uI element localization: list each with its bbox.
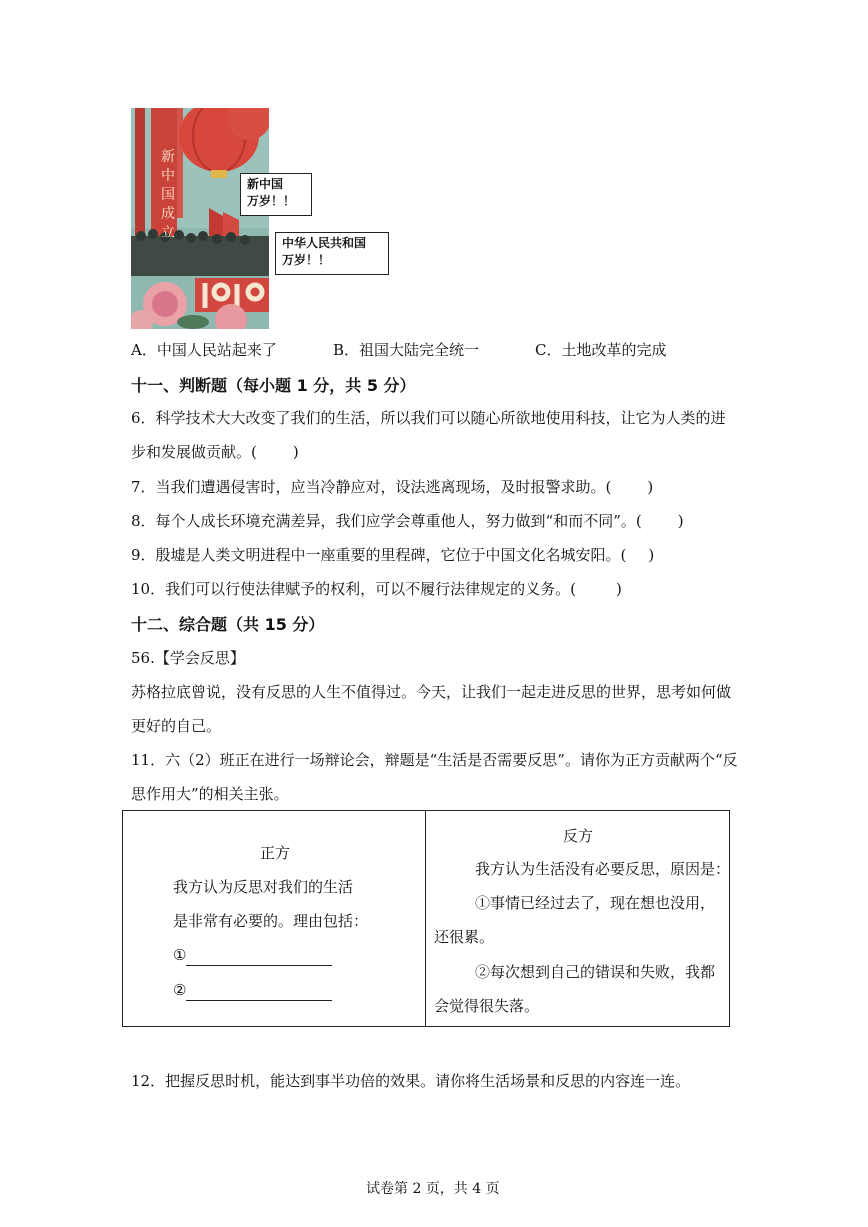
question-11-line1: 11．六（2）班正在进行一场辩论会，辩题是“生活是否需要反思”。请你为正方贡献两个“反 <box>131 751 738 769</box>
question-10 <box>131 578 622 600</box>
speech-bubble-new-china <box>240 173 312 216</box>
question-10-text: 10．我们可以行使法律赋予的权利，可以不履行法律规定的义务。( <box>131 580 576 598</box>
intro-line2: 更好的自己。 <box>131 717 222 735</box>
pro-side-title: 正方 <box>260 844 291 862</box>
option-c: C．土地改革的完成 <box>535 341 667 359</box>
question-6-line2 <box>131 441 299 463</box>
question-7 <box>131 476 653 498</box>
pro-reason-1-marker: ① <box>173 946 187 964</box>
paren-close-10: ) <box>615 580 622 598</box>
bubble2-line2: 万岁！！ <box>282 253 331 267</box>
pro-reason-2-marker: ② <box>173 981 187 999</box>
section-12-title: 十二、综合题（共 15 分） <box>131 615 325 634</box>
option-b: B．祖国大陆完全统一 <box>333 341 480 359</box>
pro-reason-2-blank[interactable] <box>186 986 332 1001</box>
option-a: A．中国人民站起来了 <box>131 341 277 359</box>
question-7-text: 7．当我们遭遇侵害时，应当冷静应对，设法逃离现场，及时报警求助。( <box>131 478 612 496</box>
con-side-title: 反方 <box>563 827 594 845</box>
question-6-line1: 6．科学技术大大改变了我们的生活，所以我们可以随心所欲地使用科技，让它为人类的进 <box>131 409 726 427</box>
paren-close-8: ) <box>677 512 684 530</box>
new-china-poster-illustration <box>131 108 269 329</box>
question-11-line2: 思作用大”的相关主张。 <box>131 785 289 803</box>
pro-reason-2 <box>173 979 332 1001</box>
con-line2: ①事情已经过去了，现在想也没用， <box>475 894 716 912</box>
paren-close-9: ) <box>648 546 655 564</box>
con-line5: 会觉得很失落。 <box>434 997 540 1015</box>
question-8-text: 8．每个人成长环境充满差异，我们应学会尊重他人，努力做到“和而不同”。( <box>131 512 642 530</box>
con-line4: ②每次想到自己的错误和失败，我都 <box>475 963 716 981</box>
pro-line2: 是非常有必要的。理由包括： <box>173 912 369 930</box>
pro-line1: 我方认为反思对我们的生活 <box>173 878 354 896</box>
pro-reason-1 <box>173 944 332 966</box>
section-11-title: 十一、判断题（每小题 1 分，共 5 分） <box>131 376 416 395</box>
question-6-line2-text: 步和发展做贡献。( <box>131 443 257 461</box>
page-footer: 试卷第 2 页，共 4 页 <box>366 1181 500 1197</box>
poster-artwork <box>131 108 269 329</box>
question-8 <box>131 510 684 532</box>
pro-reason-1-blank[interactable] <box>186 951 332 966</box>
question-9 <box>131 544 654 566</box>
table-divider <box>425 810 426 1027</box>
question-12: 12．把握反思时机，能达到事半功倍的效果。请你将生活场景和反思的内容连一连。 <box>131 1072 691 1090</box>
intro-line1: 苏格拉底曾说，没有反思的人生不值得过。今天，让我们一起走进反思的世界，思考如何做 <box>131 683 732 701</box>
question-9-text: 9．殷墟是人类文明进程中一座重要的里程碑，它位于中国文化名城安阳。( <box>131 546 627 564</box>
bubble2-line1: 中华人民共和国 <box>282 236 367 250</box>
con-line1: 我方认为生活没有必要反思，原因是： <box>475 860 731 878</box>
paren-close-7: ) <box>647 478 654 496</box>
bubble1-line2: 万岁！！ <box>247 194 296 208</box>
bubble1-line1: 新中国 <box>247 177 284 191</box>
speech-bubble-prc <box>275 232 389 275</box>
question-56-label: 56.【学会反思】 <box>131 649 245 667</box>
con-line3: 还很累。 <box>434 928 495 946</box>
paren-close-6: ) <box>292 443 299 461</box>
poster-vertical-caption: 新中国成立 <box>161 149 175 241</box>
